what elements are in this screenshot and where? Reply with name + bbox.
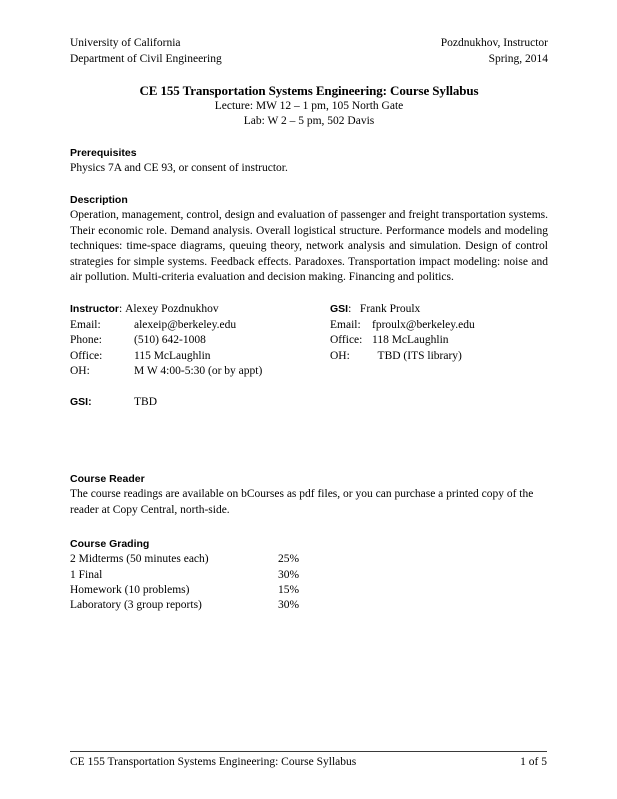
instructor-email-value[interactable]: alexeip@berkeley.edu <box>134 318 237 331</box>
header-university: University of California <box>70 37 181 49</box>
section-course-reader <box>70 472 548 518</box>
instructor-office-row <box>70 349 320 364</box>
section-description <box>70 193 548 285</box>
grading-item-label: Laboratory (3 group reports) <box>70 599 202 612</box>
header-term: Spring, 2014 <box>488 52 548 65</box>
grading-item-percent: 30% <box>278 568 300 581</box>
header-left <box>70 36 222 67</box>
footer-title: CE 155 Transportation Systems Engineering: Course Syllabus <box>70 756 357 768</box>
footer-page-number: 1 of 5 <box>520 756 547 768</box>
course-reader-heading: Course Reader <box>70 473 145 486</box>
instructor-phone-value: (510) 642-1008 <box>134 334 206 347</box>
instructor-phone-label: Phone: <box>70 334 102 347</box>
instructor-name-row <box>70 302 320 317</box>
instructor-role-separator: : <box>119 303 126 316</box>
grading-item-label: Homework (10 problems) <box>70 584 190 597</box>
description-text: Operation, management, control, design and evaluation of passenger and freight transportation systems. Their economic role. Demand analysis. Overall logistical structure. Performance models and modeling techniques: time-space diagrams, queuing theory, network analysis and simulation. Design of control strategies for simple systems. Feedback effects. Paradoxes. Transportation impact modeling: noise and air pollution. Multi-criteria evaluation and decision making. Financing and politics. <box>70 209 548 284</box>
header-right <box>441 36 548 67</box>
gsi-email-row <box>330 318 560 333</box>
gsi-email-value[interactable]: fproulx@berkeley.edu <box>372 318 475 331</box>
instructor-hours-label: OH: <box>70 365 90 378</box>
lab-schedule: Lab: W 2 – 5 pm, 502 Davis <box>243 115 375 127</box>
instructor-role-label: Instructor <box>70 303 120 316</box>
instructor-hours-row <box>70 364 320 379</box>
gsi-hours-row <box>330 349 560 364</box>
grading-item-percent: 25% <box>278 553 300 566</box>
contact-section <box>70 302 548 409</box>
gsi-hours-value: TBD (ITS library) <box>372 349 462 362</box>
section-course-grading <box>70 537 548 614</box>
prerequisites-heading: Prerequisites <box>70 147 137 159</box>
grading-item-percent: 30% <box>278 599 300 612</box>
instructor-email-row <box>70 318 320 333</box>
gsi-block <box>330 302 560 364</box>
gsi-office-value: 118 McLaughlin <box>372 334 449 347</box>
gsi-office-label: Office: <box>330 334 363 347</box>
grading-item-label: 1 Final <box>70 568 103 581</box>
grading-row <box>70 552 548 567</box>
gsi-name-row <box>330 302 560 317</box>
instructor-hours-value: M W 4:00-5:30 (or by appt) <box>134 365 263 378</box>
section-prerequisites <box>70 146 548 176</box>
instructor-block <box>70 302 320 410</box>
gsi-office-row <box>330 333 560 348</box>
gsi-role-separator: : <box>348 303 360 316</box>
instructor-office-value: 115 McLaughlin <box>134 349 211 362</box>
document-footer <box>70 751 547 770</box>
gsi-tbd-label: GSI: <box>70 396 92 409</box>
description-heading: Description <box>70 194 128 207</box>
gsi-role-label: GSI <box>330 303 349 316</box>
header-instructor: Pozdnukhov, Instructor <box>440 37 548 49</box>
instructor-office-label: Office: <box>70 349 103 362</box>
document-header <box>70 36 548 67</box>
grading-item-percent: 15% <box>278 584 300 597</box>
gsi-email-label: Email: <box>330 318 361 331</box>
grading-row <box>70 598 548 613</box>
gsi-name: Frank Proulx <box>359 303 421 316</box>
page-title: CE 155 Transportation Systems Engineering: Course Syllabus <box>139 83 479 98</box>
instructor-phone-row <box>70 333 320 348</box>
grading-row <box>70 568 548 583</box>
grading-row <box>70 583 548 598</box>
gsi-tbd-row <box>70 395 320 410</box>
title-block <box>70 82 548 129</box>
instructor-name: Alexey Pozdnukhov <box>125 303 219 316</box>
course-reader-text: The course readings are available on bCourses as pdf files, or you can purchase a printed copy of the reader at Copy Central, north-side. <box>70 488 534 516</box>
course-grading-heading: Course Grading <box>70 538 150 551</box>
header-department: Department of Civil Engineering <box>70 52 222 65</box>
footer-divider <box>70 751 547 752</box>
gsi-hours-label: OH: <box>330 349 350 362</box>
document-content <box>70 36 548 614</box>
grading-item-label: 2 Midterms (50 minutes each) <box>70 553 209 566</box>
instructor-email-label: Email: <box>70 318 101 331</box>
prerequisites-text: Physics 7A and CE 93, or consent of instructor. <box>70 162 288 174</box>
footer-row <box>70 755 547 770</box>
lecture-schedule: Lecture: MW 12 – 1 pm, 105 North Gate <box>214 100 404 112</box>
gsi-tbd-value: TBD <box>134 396 157 409</box>
